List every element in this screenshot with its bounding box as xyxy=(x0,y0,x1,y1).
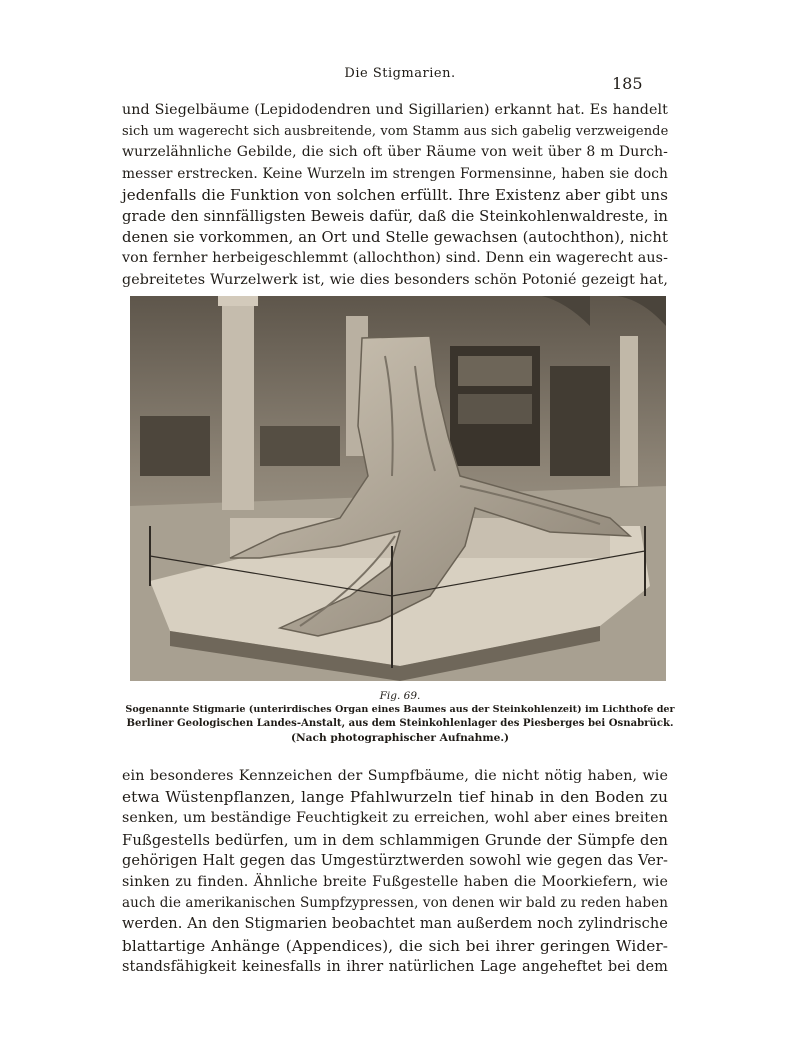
caption-line: (Nach photographischer Aufnahme.) xyxy=(290,732,510,744)
stigmaria-photograph xyxy=(130,296,666,681)
photo-illustration xyxy=(130,296,666,681)
caption-line: Sogenannte Stigmarie (unterirdisches Organ eines Baumes aus der Steinkohlenzeit) im Lichthofe der xyxy=(125,704,675,715)
text-line: und Siegelbäume (Lepidodendren und Sigillarien) erkannt hat. Es handelt xyxy=(122,102,668,118)
page-number: 185 xyxy=(612,74,643,93)
text-line: standsfähigkeit keinesfalls in ihrer natürlichen Lage angeheftet bei dem xyxy=(122,958,668,975)
figure-label: Fig. 69. xyxy=(379,690,421,702)
text-line: wurzelähnliche Gebilde, die sich oft über Räume von weit über 8 m Durch- xyxy=(122,144,668,161)
text-line: gehörigen Halt gegen das Umgestürztwerden sowohl wie gegen das Ver- xyxy=(122,852,668,869)
text-line: blattartige Anhänge (Appendices), die sich bei ihrer geringen Wider- xyxy=(122,936,668,955)
text-line: werden. An den Stigmarien beobachtet man außerdem noch zylindrische xyxy=(122,916,668,933)
text-line: von fernher herbeigeschlemmt (allochthon) sind. Denn ein wagerecht aus- xyxy=(122,250,668,267)
text-line: jedenfalls die Funktion von solchen erfüllt. Ihre Existenz aber gibt uns xyxy=(122,185,668,204)
text-line: senken, um beständige Feuchtigkeit zu erreichen, wohl aber eines breiten xyxy=(122,810,668,827)
caption-line: Berliner Geologischen Landes-Anstalt, aus dem Steinkohlenlager des Piesberges bei Osnabrück. xyxy=(126,718,674,729)
text-line: grade den sinnfälligsten Beweis dafür, daß die Steinkohlenwaldreste, in xyxy=(122,208,668,226)
text-line: etwa Wüstenpflanzen, lange Pfahlwurzeln tief hinab in den Boden zu xyxy=(122,788,668,807)
figure-caption xyxy=(122,689,678,745)
bottom-paragraph xyxy=(122,766,668,978)
text-line: auch die amerikanischen Sumpfzypressen, von denen wir bald zu reden haben xyxy=(122,895,668,912)
top-paragraph xyxy=(122,100,668,291)
running-head: Die Stigmarien. xyxy=(344,66,456,81)
text-line: messer erstrecken. Keine Wurzeln im strengen Formensinne, haben sie doch xyxy=(122,165,668,182)
text-line: sinken zu finden. Ähnliche breite Fußgestelle haben die Moorkiefern, wie xyxy=(122,874,668,891)
text-line: Fußgestells bedürfen, um in dem schlammigen Grunde der Sümpfe den xyxy=(122,831,668,849)
text-line: ein besonderes Kennzeichen der Sumpfbäume, die nicht nötig haben, wie xyxy=(122,768,668,784)
text-line: sich um wagerecht sich ausbreitende, vom Stamm aus sich gabelig verzweigende xyxy=(122,124,669,140)
text-line: denen sie vorkommen, an Ort und Stelle gewachsen (autochthon), nicht xyxy=(122,229,668,247)
text-line: gebreitetes Wurzelwerk ist, wie dies besonders schön Potonié gezeigt hat, xyxy=(122,271,668,288)
